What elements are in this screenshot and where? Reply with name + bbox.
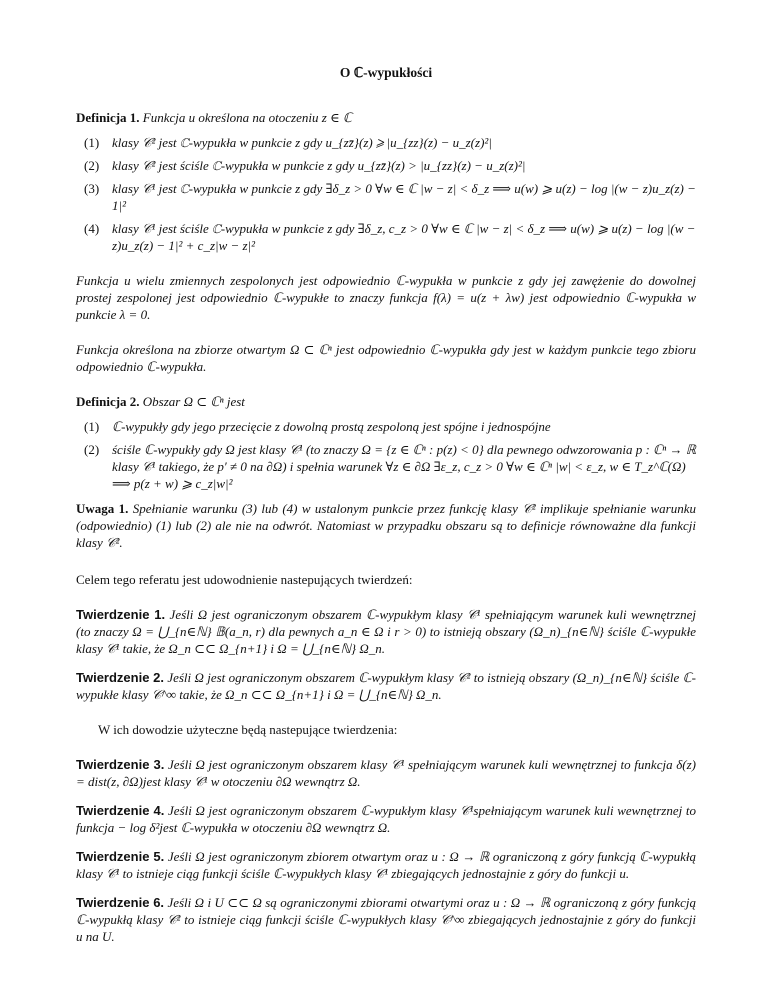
definition-1-item — [76, 220, 696, 254]
item-number: (2) — [84, 442, 100, 457]
theorem-2-text: Jeśli Ω jest ograniczonym obszarem ℂ-wypukłym klasy 𝒞² to istnieją obszary (Ω_n)_{n∈ℕ} ściśle ℂ-wypukłe klasy 𝒞^∞ takie, że Ω_n ⊂⊂ Ω_{n+1} i Ω = ⋃_{n∈ℕ} Ω_n. — [76, 670, 697, 702]
definition-1 — [76, 109, 696, 254]
theorem-6 — [76, 894, 696, 945]
theorem-1-heading: Twierdzenie 1. — [76, 607, 166, 622]
theorem-3-text: Jeśli Ω jest ograniczonym obszarem klasy 𝒞¹ spełniającym warunek kuli wewnętrznej to funkcja δ(z) = dist(z, ∂Ω)jest klasy 𝒞¹ w otoczeniu ∂Ω wewnątrz Ω. — [76, 757, 696, 789]
theorem-4-text: Jeśli Ω jest ograniczonym obszarem ℂ-wypukłym klasy 𝒞¹spełniającym warunek kuli wewnętrznej to funkcja − log δ²jest ℂ-wypukła w otoczeniu ∂Ω wewnątrz Ω. — [76, 803, 696, 835]
remark-1 — [76, 500, 696, 551]
definition-2-heading: Definicja 2. — [76, 394, 140, 409]
theorem-5-heading: Twierdzenie 5. — [76, 849, 165, 864]
theorem-1-text: Jeśli Ω jest ograniczonym obszarem ℂ-wypukłym klasy 𝒞¹ spełniającym warunek kuli wewnętrznej (to znaczy Ω = ⋃_{n∈ℕ} 𝔹(a_n, r) dla pewnych a_n ∈ Ω i r > 0) to istnieją obszary (Ω_n)_{n∈ℕ} ściśle ℂ-wypukłe klasy 𝒞¹ takie, że Ω_n ⊂⊂ Ω_{n+1} i Ω = ⋃_{n∈ℕ} Ω_n. — [76, 607, 696, 656]
theorem-1 — [76, 606, 696, 657]
remark-1-heading: Uwaga 1. — [76, 501, 129, 516]
item-text: ℂ-wypukły gdy jego przecięcie z dowolną prostą zespoloną jest spójne i jednospójne — [112, 419, 551, 434]
definition-1-item — [76, 134, 696, 151]
remark-1-text: Spełnianie warunku (3) lub (4) w ustalonym punkcie przez funkcję klasy 𝒞² implikuje spełnianie warunku (odpowiednio) (1) lub (2) ale nie na odwrót. Natomiast w przypadku obszaru są to definicje równoważne dla funkcji klasy 𝒞². — [76, 501, 696, 550]
item-text: ściśle ℂ-wypukły gdy Ω jest klasy 𝒞¹ (to znaczy Ω = {z ∈ ℂⁿ : p(z) < 0} dla pewnego odwzorowania p : ℂⁿ → ℝ klasy 𝒞¹ takiego, że p′ ≠ 0 na ∂Ω) i spełnia warunek ∀z ∈ ∂Ω ∃ε_z, c_z > 0 ∀w ∈ ℂⁿ |w| < ε_z, w ∈ T_z^ℂ(Ω) ⟹ p(z + w) ⩾ c_z|w|² — [112, 442, 696, 491]
theorem-2-heading: Twierdzenie 2. — [76, 670, 164, 685]
theorem-4-heading: Twierdzenie 4. — [76, 803, 165, 818]
item-text: klasy 𝒞¹ jest ściśle ℂ-wypukła w punkcie z gdy ∃δ_z, c_z > 0 ∀w ∈ ℂ |w − z| < δ_z ⟹ u(w) ⩾ u(z) − log |(w − z)u_z(z) − 1|² + c_z|w − z|² — [112, 221, 696, 253]
paper-page — [76, 64, 696, 957]
theorem-5 — [76, 848, 696, 882]
item-text: klasy 𝒞² jest ściśle ℂ-wypukła w punkcie z gdy u_{zz̄}(z) > |u_{zz}(z) − u_z(z)²| — [112, 158, 526, 173]
paragraph-open-set: Funkcja określona na zbiorze otwartym Ω ⊂ ℂⁿ jest odpowiednio ℂ-wypukła gdy jest w każdym punkcie tego zbioru odpowiednio ℂ-wypukła. — [76, 342, 696, 374]
theorem-4 — [76, 802, 696, 836]
definition-2-intro: Obszar Ω ⊂ ℂⁿ jest — [142, 394, 245, 409]
goal-sentence: Celem tego referatu jest udowodnienie nastepujących twierdzeń: — [76, 572, 413, 587]
definition-2 — [76, 393, 696, 492]
item-number: (4) — [84, 221, 100, 236]
definition-1-heading: Definicja 1. — [76, 110, 140, 125]
definition-2-item — [76, 418, 696, 435]
paragraph-several-variables: Funkcja u wielu zmiennych zespolonych jest odpowiednio ℂ-wypukła w punkcie z gdy jej zawężenie do dowolnej prostej zespolonej jest odpowiednio ℂ-wypukłe to znaczy funkcja f(λ) = u(z + λw) jest odpowiednio ℂ-wypukła w punkcie λ = 0. — [76, 273, 696, 322]
page-title: O ℂ-wypukłości — [339, 65, 433, 80]
definition-1-list — [76, 134, 696, 254]
item-number: (2) — [84, 158, 100, 173]
item-number: (3) — [84, 181, 100, 196]
definition-1-intro: Funkcja u określona na otoczeniu z ∈ ℂ — [142, 110, 353, 125]
theorem-5-text: Jeśli Ω jest ograniczonym zbiorem otwartym oraz u : Ω → ℝ ograniczoną z góry funkcją ℂ-wypukłą klasy 𝒞¹ to istnieje ciąg funkcji ściśle ℂ-wypukłych klasy 𝒞¹ zbiegających jednostajnie z góry do funkcji u. — [76, 849, 696, 881]
theorem-6-text: Jeśli Ω i U ⊂⊂ Ω są ograniczonymi zbiorami otwartymi oraz u : Ω → ℝ ograniczoną z góry funkcją ℂ-wypukłą klasy 𝒞² to istnieje ciąg funkcji ściśle ℂ-wypukłych klasy 𝒞^∞ zbiegających jednostajnie z góry do funkcji u na U. — [76, 895, 696, 944]
theorem-3 — [76, 756, 696, 790]
item-number: (1) — [84, 135, 100, 150]
theorem-6-heading: Twierdzenie 6. — [76, 895, 165, 910]
theorem-3-heading: Twierdzenie 3. — [76, 757, 165, 772]
definition-1-item — [76, 157, 696, 174]
definition-2-item — [76, 441, 696, 492]
item-number: (1) — [84, 419, 100, 434]
item-text: klasy 𝒞² jest ℂ-wypukła w punkcie z gdy u_{zz̄}(z) ⩾ |u_{zz}(z) − u_z(z)²| — [112, 135, 492, 150]
useful-sentence: W ich dowodzie użyteczne będą nastepujące twierdzenia: — [98, 722, 398, 737]
theorem-2 — [76, 669, 696, 703]
definition-1-item — [76, 180, 696, 214]
definition-2-list — [76, 418, 696, 492]
item-text: klasy 𝒞¹ jest ℂ-wypukła w punkcie z gdy ∃δ_z > 0 ∀w ∈ ℂ |w − z| < δ_z ⟹ u(w) ⩾ u(z) − log |(w − z)u_z(z) − 1|² — [112, 181, 696, 213]
